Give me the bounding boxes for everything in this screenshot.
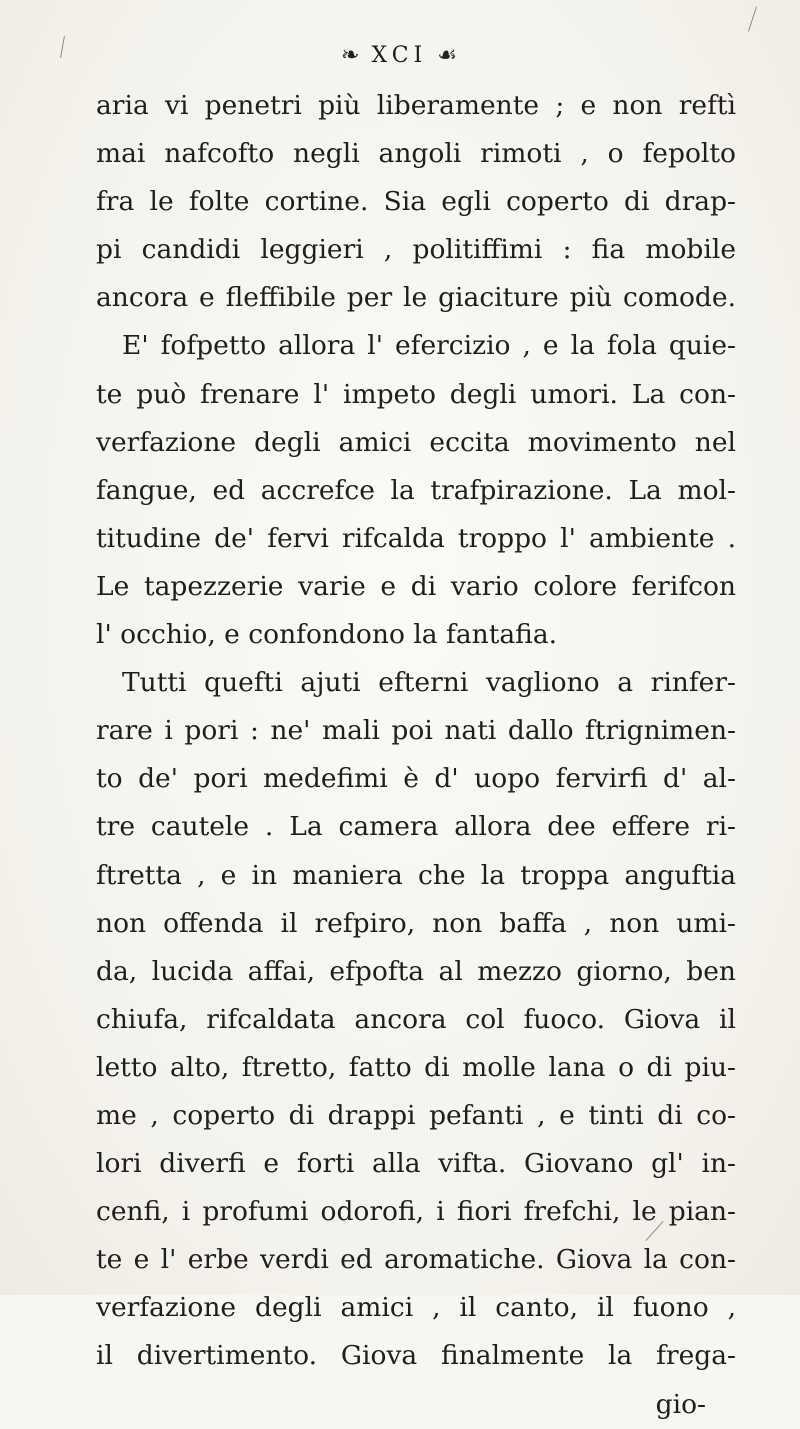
text-line: te e l' erbe verdi ed aromatiche. Giova la con- (96, 1244, 736, 1276)
body-text (96, 82, 736, 1429)
text-line: te può frenare l' impeto degli umori. La con- (96, 378, 736, 410)
text-line: E' fofpetto allora l' efercizio , e la fola quie- (122, 330, 736, 362)
text-line: rare i pori : ne' mali poi nati dallo ftrignimen- (96, 715, 736, 747)
catchword: gio- (655, 1388, 706, 1420)
text-line: aria vi penetri più liberamente ; e non reftì (96, 90, 736, 121)
text-line: ancora e fleffibile per le giaciture più comode. (96, 282, 736, 314)
text-line: fra le folte cortine. Sia egli coperto di drap- (96, 186, 736, 218)
text-line: il divertimento. Giova finalmente la frega- (96, 1340, 736, 1372)
margin-mark-top-right (748, 6, 757, 31)
page-number: XCI (371, 43, 428, 68)
text-line: to de' pori medefimi è d' uopo fervirfi d' al- (96, 763, 736, 795)
text-line: ftretta , e in maniera che la troppa anguftia (96, 859, 736, 891)
text-line: lori diverfi e forti alla vifta. Giovano gl' in- (96, 1148, 736, 1180)
text-line: Le tapezzerie varie e di vario colore ferifcon (96, 570, 736, 602)
text-line: chiufa, rifcaldata ancora col fuoco. Giova il (96, 1003, 736, 1035)
text-line: titudine de' fervi rifcalda troppo l' ambiente . (96, 522, 736, 554)
text-line: Tutti quefti ajuti efterni vagliono a rinfer- (122, 667, 736, 699)
text-line: me , coperto di drappi pefanti , e tinti di co- (96, 1099, 736, 1131)
text-line: pi candidi leggieri , politiffimi : fia mobile (96, 234, 736, 266)
text-line: da, lucida affai, efpofta al mezzo giorno, ben (96, 955, 736, 987)
text-line: verfazione degli amici eccita movimento nel (96, 426, 736, 458)
text-line: verfazione degli amici , il canto, il fuono , (96, 1292, 736, 1324)
text-line: non offenda il refpiro, non baffa , non umi- (96, 907, 736, 939)
text-line: cenfi, i profumi odorofi, i fiori frefchi, le pian- (96, 1196, 736, 1228)
text-line: mai nafcofto negli angoli rimoti , o fepolto (96, 138, 736, 170)
left-ornament-icon: ❧ (341, 43, 362, 68)
text-line: letto alto, ftretto, fatto di molle lana o di piu- (96, 1051, 736, 1083)
text-line: tre cautele . La camera allora dee effere ri- (96, 811, 736, 843)
right-ornament-icon: ☙ (437, 43, 459, 68)
text-line: fangue, ed accrefce la trafpirazione. La mol- (96, 474, 736, 506)
page-header (0, 40, 800, 68)
text-line: l' occhio, e confondono la fantafia. (96, 619, 558, 651)
